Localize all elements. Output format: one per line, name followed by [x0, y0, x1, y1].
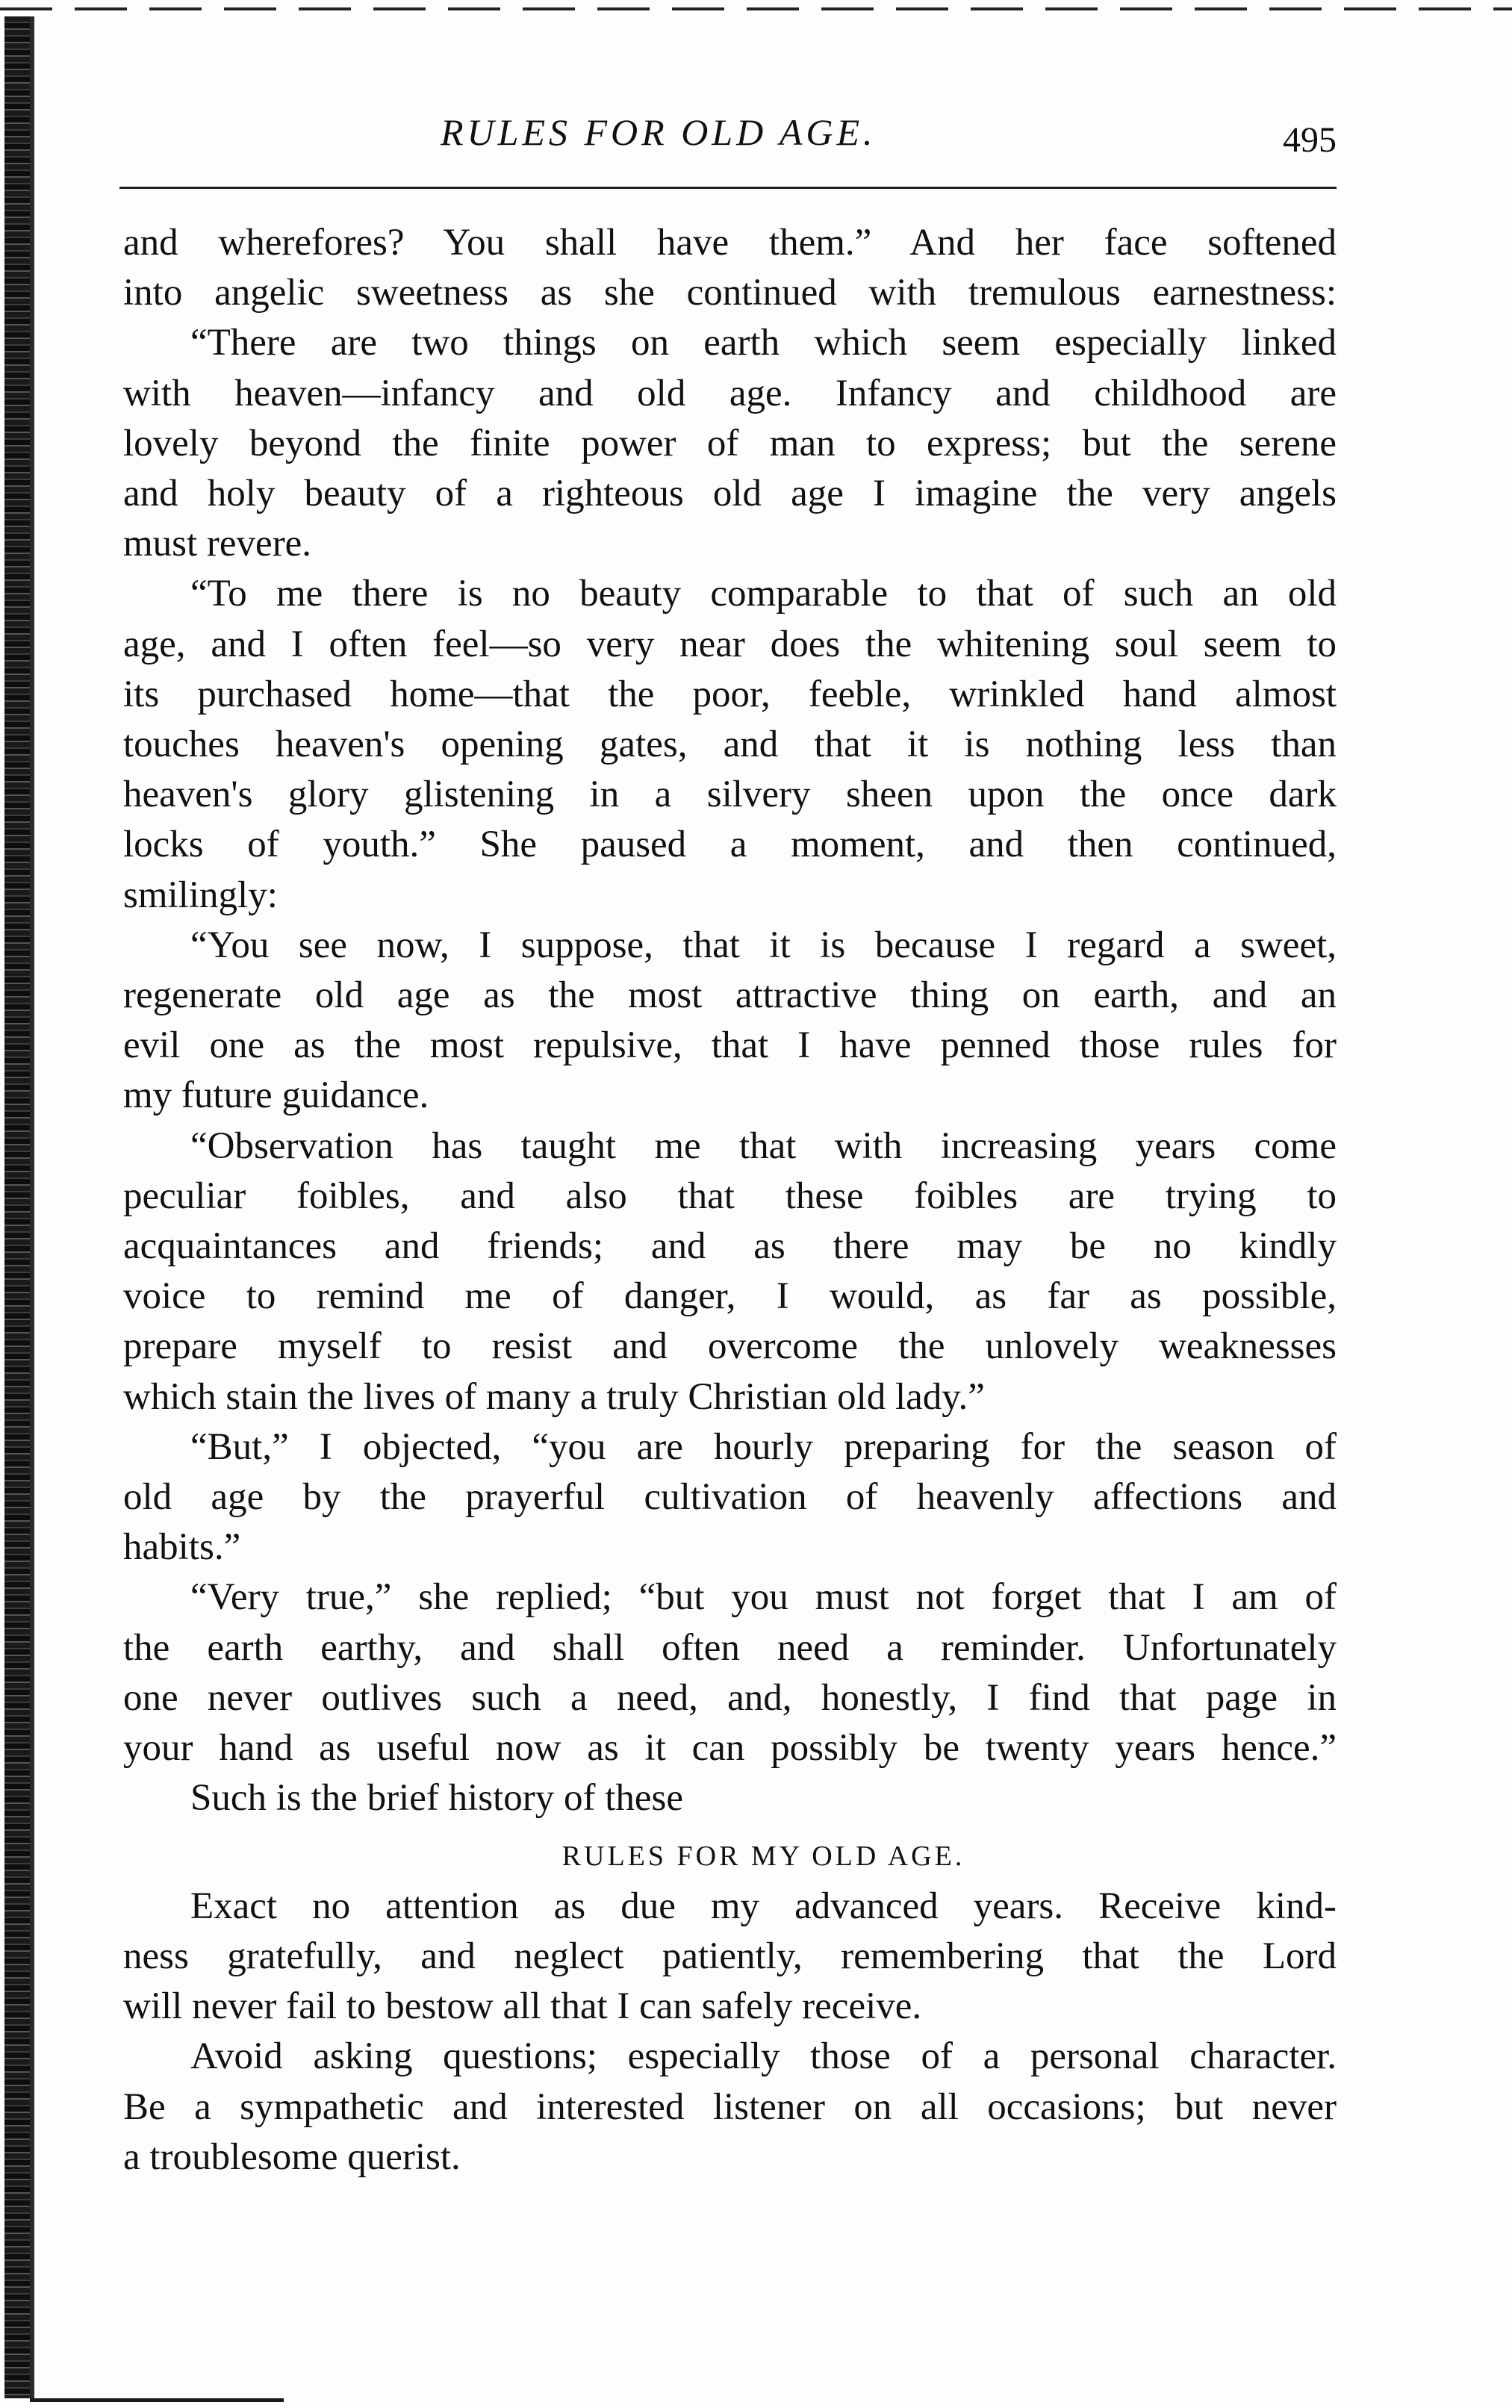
- binding-edge: [30, 16, 34, 2398]
- text-line: your hand as useful now as it can possibly be twenty years hence.”: [123, 1727, 1337, 1770]
- binding-spine: [4, 16, 30, 2398]
- text-line: regenerate old age as the most attractive thing on earth, and an: [123, 974, 1337, 1017]
- text-line: “To me there is no beauty comparable to that of such an old: [190, 573, 1337, 615]
- text-line: with heaven—infancy and old age. Infancy and childhood are: [123, 372, 1337, 414]
- text-line: age, and I often feel—so very near does the whitening soul seem to: [123, 623, 1337, 665]
- rules-line: ness gratefully, and neglect patiently, remembering that the Lord: [123, 1935, 1337, 1977]
- text-line: lovely beyond the finite power of man to express; but the serene: [123, 422, 1337, 464]
- text-line: which stain the lives of many a truly Christian old lady.”: [123, 1375, 985, 1418]
- text-line: “Observation has taught me that with increasing years come: [190, 1124, 1337, 1167]
- top-edge-rule: [0, 7, 1512, 10]
- text-line: must revere.: [123, 523, 312, 565]
- text-line: smilingly:: [123, 874, 278, 916]
- page-number: 495: [1283, 120, 1337, 160]
- text-line: one never outlives such a need, and, honestly, I find that page in: [123, 1676, 1337, 1719]
- rules-line: Avoid asking questions; especially those of a personal character.: [190, 2035, 1337, 2078]
- text-line: my future guidance.: [123, 1074, 429, 1117]
- text-line: old age by the prayerful cultivation of heavenly affections and: [123, 1476, 1337, 1519]
- text-line: the earth earthy, and shall often need a reminder. Unfortunately: [123, 1626, 1337, 1669]
- text-line: peculiar foibles, and also that these foibles are trying to: [123, 1175, 1337, 1217]
- rules-line: will never fail to bestow all that I can safely receive.: [123, 1985, 922, 2028]
- text-line: and wherefores? You shall have them.” And her face softened: [123, 222, 1337, 264]
- text-line: “You see now, I suppose, that it is because I regard a sweet,: [190, 924, 1337, 966]
- header-rule: [119, 187, 1337, 189]
- text-line: its purchased home—that the poor, feeble, wrinkled hand almost: [123, 673, 1337, 715]
- text-line: acquaintances and friends; and as there may be no kindly: [123, 1225, 1337, 1268]
- rules-heading: RULES FOR MY OLD AGE.: [561, 1840, 965, 1872]
- text-line: “There are two things on earth which seem especially linked: [190, 322, 1337, 364]
- rules-line: Exact no attention as due my advanced years. Receive kind-: [190, 1885, 1337, 1927]
- rules-line: Be a sympathetic and interested listener on all occasions; but never: [123, 2085, 1337, 2128]
- text-line: voice to remind me of danger, I would, as far as possible,: [123, 1275, 1337, 1318]
- rules-line: a troublesome querist.: [123, 2135, 461, 2178]
- text-line: “Very true,” she replied; “but you must not forget that I am of: [190, 1576, 1337, 1619]
- text-line: prepare myself to resist and overcome the unlovely weaknesses: [123, 1325, 1337, 1368]
- text-line: habits.”: [123, 1526, 241, 1569]
- running-head: RULES FOR OLD AGE.: [441, 111, 877, 153]
- text-line: heaven's glory glistening in a silvery sheen upon the once dark: [123, 774, 1337, 816]
- bottom-edge-rule: [30, 2398, 284, 2402]
- text-line: touches heaven's opening gates, and that it is nothing less than: [123, 724, 1337, 766]
- text-line: Such is the brief history of these: [190, 1777, 684, 1820]
- text-line: evil one as the most repulsive, that I have penned those rules for: [123, 1024, 1337, 1067]
- body-text: [123, 218, 1337, 2183]
- text-line: “But,” I objected, “you are hourly preparing for the season of: [190, 1425, 1337, 1468]
- text-line: into angelic sweetness as she continued with tremulous earnestness:: [123, 272, 1337, 314]
- text-line: and holy beauty of a righteous old age I imagine the very angels: [123, 473, 1337, 515]
- page-header: [119, 111, 1337, 163]
- text-line: locks of youth.” She paused a moment, and then continued,: [123, 824, 1337, 866]
